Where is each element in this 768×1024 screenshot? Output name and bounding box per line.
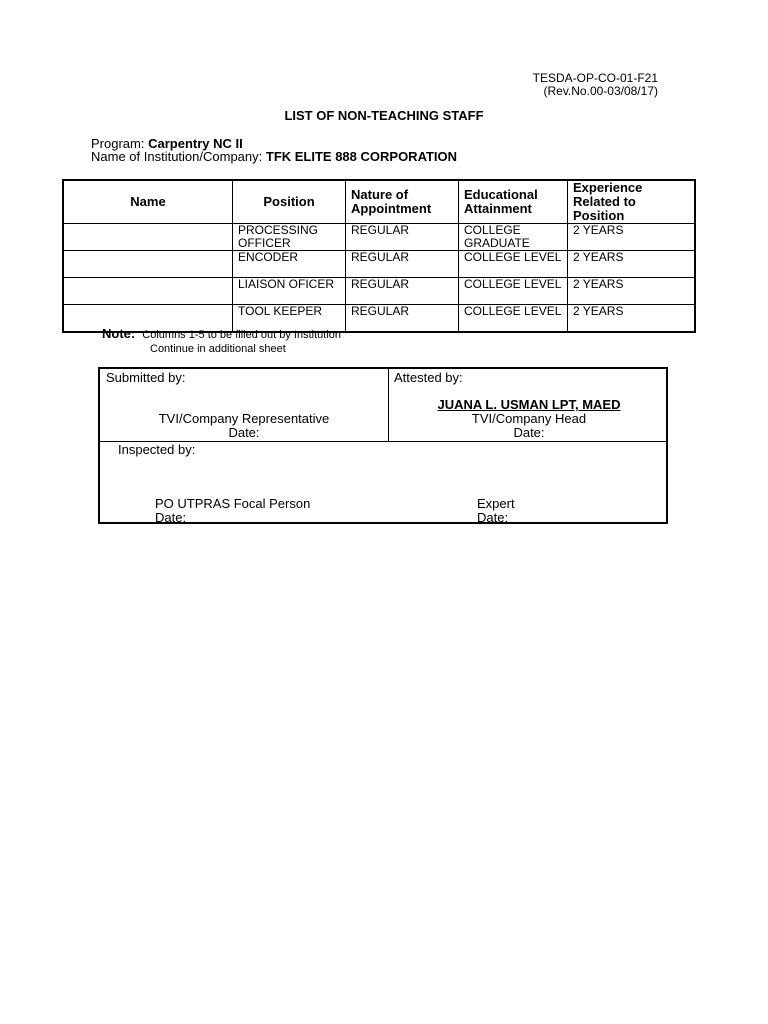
tvi-head-label: TVI/Company Head xyxy=(471,411,587,426)
header-nature: Nature of Appointment xyxy=(346,180,459,224)
program-label: Program: xyxy=(91,136,145,151)
header-experience: Experience Related to Position xyxy=(568,180,696,224)
cell-position: LIAISON OFICER xyxy=(233,278,346,305)
table-header-row xyxy=(63,180,695,224)
cell-experience: 2 YEARS xyxy=(568,224,696,251)
cell-position: PROCESSING OFFICER xyxy=(233,224,346,251)
cell-experience: 2 YEARS xyxy=(568,251,696,278)
submitted-by-label: Submitted by: xyxy=(106,370,186,385)
inspected-by-label: Inspected by: xyxy=(118,442,196,457)
cell-nature: REGULAR xyxy=(346,305,459,333)
po-focal-person-label: PO UTPRAS Focal Person xyxy=(155,496,311,511)
page-title: LIST OF NON-TEACHING STAFF xyxy=(284,108,484,123)
header-name: Name xyxy=(63,180,233,224)
cell-name xyxy=(63,278,233,305)
cell-name xyxy=(63,224,233,251)
cell-name xyxy=(63,251,233,278)
institution-value: TFK ELITE 888 CORPORATION xyxy=(265,149,458,164)
institution-label: Name of Institution/Company: xyxy=(91,149,263,164)
note-block xyxy=(102,327,341,356)
cell-experience: 2 YEARS xyxy=(568,278,696,305)
signature-divider xyxy=(388,369,389,441)
table-row xyxy=(63,251,695,278)
cell-education: COLLEGE LEVEL xyxy=(459,305,568,333)
cell-education: COLLEGE LEVEL xyxy=(459,278,568,305)
representative-date-label: Date: xyxy=(228,425,260,440)
form-code: TESDA-OP-CO-01-F21 xyxy=(532,71,658,85)
expert-label: Expert xyxy=(477,496,515,511)
tvi-representative-label: TVI/Company Representative xyxy=(158,411,330,426)
institution-line xyxy=(91,149,457,164)
header-education: Educational Attainment xyxy=(459,180,568,224)
cell-education: COLLEGE GRADUATE xyxy=(459,224,568,251)
cell-position: TOOL KEEPER xyxy=(233,305,346,333)
head-date-label: Date: xyxy=(513,425,545,440)
company-head-name: JUANA L. USMAN LPT, MAED xyxy=(437,397,621,412)
attested-by-label: Attested by: xyxy=(394,370,463,385)
cell-position: ENCODER xyxy=(233,251,346,278)
program-value: Carpentry NC II xyxy=(148,136,243,151)
header-position: Position xyxy=(233,180,346,224)
cell-nature: REGULAR xyxy=(346,251,459,278)
cell-nature: REGULAR xyxy=(346,224,459,251)
focal-person-date-label: Date: xyxy=(155,510,187,525)
signature-box xyxy=(98,367,668,524)
expert-date-label: Date: xyxy=(477,510,509,525)
cell-experience: 2 YEARS xyxy=(568,305,696,333)
cell-education: COLLEGE LEVEL xyxy=(459,251,568,278)
form-revision: (Rev.No.00-03/08/17) xyxy=(543,84,658,98)
staff-table xyxy=(62,179,696,333)
cell-nature: REGULAR xyxy=(346,278,459,305)
form-code-block xyxy=(0,72,658,98)
note-line-2: Continue in additional sheet xyxy=(150,343,286,355)
table-row xyxy=(63,278,695,305)
note-line-1: Columns 1-5 to be filled out by Institution xyxy=(142,329,342,341)
note-label: Note: xyxy=(102,326,136,341)
table-row xyxy=(63,224,695,251)
